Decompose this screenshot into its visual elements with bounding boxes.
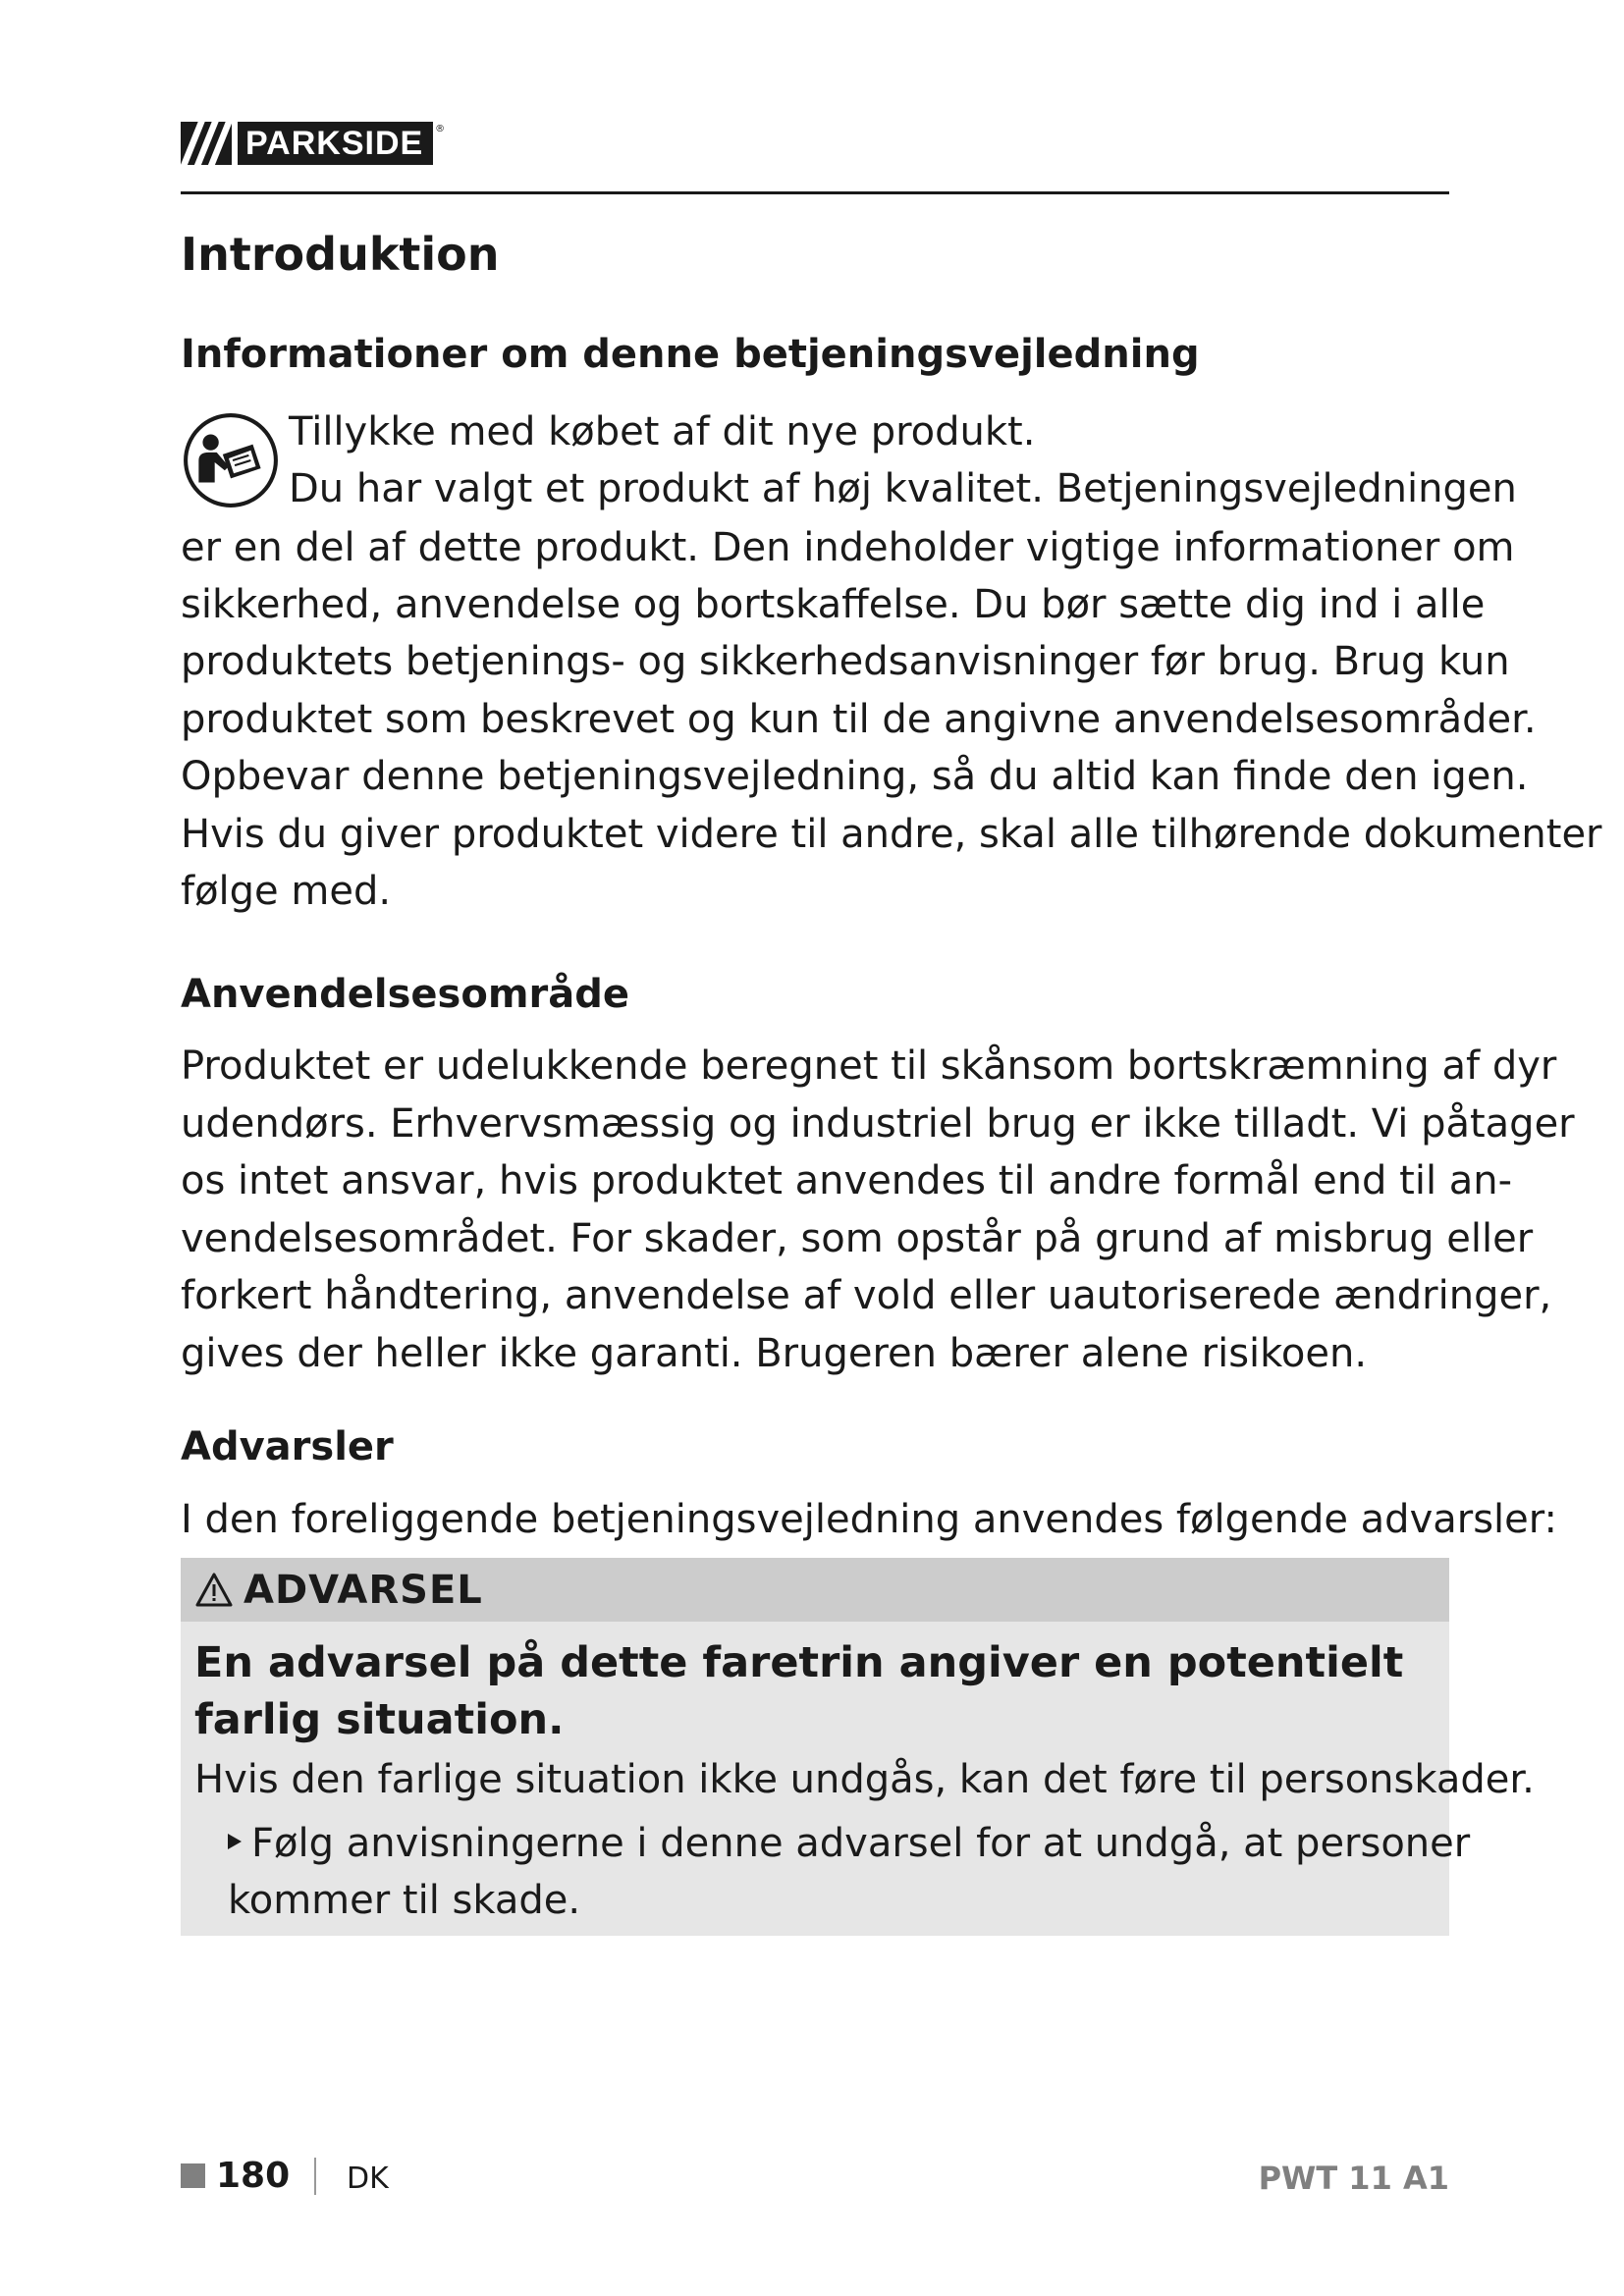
info-line-8: Hvis du giver produktet videre til andre, skal alle tilhørende dokumenter <box>181 812 1602 857</box>
warning-triangle-icon <box>194 1571 234 1610</box>
info-line-5: produktets betjenings- og sikkerhedsanvisninger før brug. Brug kun <box>181 639 1510 684</box>
usage-line-1: Produktet er udelukkende beregnet til skånsom bortskræmning af dyr <box>181 1043 1557 1089</box>
warning-box-header <box>181 1558 1449 1622</box>
warning-lead-line-1: En advarsel på dette faretrin angiver en potentielt <box>194 1638 1404 1687</box>
warning-step-line-1: Følg anvisningerne i denne advarsel for at undgå, at personer <box>251 1821 1471 1866</box>
info-line-1: Tillykke med købet af dit nye produkt. <box>289 409 1036 454</box>
info-line-9: følge med. <box>181 869 392 914</box>
warnings-intro: I den foreliggende betjeningsvejledning anvendes følgende advarsler: <box>181 1497 1557 1542</box>
parkside-logo <box>181 122 445 165</box>
info-heading: Informationer om denne betjeningsvejledning <box>181 332 1200 377</box>
footer-language: DK <box>347 2162 389 2196</box>
warning-step-line-2: kommer til skade. <box>228 1878 581 1923</box>
usage-line-4: vendelsesområdet. For skader, som opstår på grund af misbrug eller <box>181 1216 1534 1261</box>
footer-model: PWT 11 A1 <box>1258 2160 1449 2197</box>
footer-separator <box>314 2158 316 2195</box>
warning-box <box>181 1558 1535 1936</box>
warning-lead-line-2: farlig situation. <box>194 1695 565 1744</box>
info-line-3: er en del af dette produkt. Den indeholder vigtige informationer om <box>181 525 1515 570</box>
warning-text: Hvis den farlige situation ikke undgås, kan det føre til personskader. <box>194 1757 1535 1802</box>
logo-stripes-icon <box>181 122 232 165</box>
info-line-6: produktet som beskrevet og kun til de angivne anvendelsesområder. <box>181 697 1537 742</box>
header-rule <box>181 191 1449 194</box>
page-number: 180 <box>216 2156 291 2196</box>
usage-line-2: udendørs. Erhvervsmæssig og industriel brug er ikke tilladt. Vi påtager <box>181 1101 1575 1147</box>
usage-line-5: forkert håndtering, anvendelse af vold eller uautoriserede ændringer, <box>181 1273 1552 1318</box>
registered-mark-icon: ® <box>435 124 446 134</box>
warning-step <box>228 1815 1470 1929</box>
info-line-7: Opbevar denne betjeningsvejledning, så du altid kan finde den igen. <box>181 754 1529 799</box>
logo-wordmark: PARKSIDE <box>238 122 433 165</box>
info-line-2: Du har valgt et produkt af høj kvalitet. Betjeningsvejledningen <box>289 466 1517 511</box>
info-line-4: sikkerhed, anvendelse og bortskaffelse. Du bør sætte dig ind i alle <box>181 582 1486 627</box>
footer-square-icon <box>181 2163 205 2188</box>
warnings-heading: Advarsler <box>181 1424 394 1469</box>
read-manual-icon <box>181 410 281 510</box>
page-title: Introduktion <box>181 228 500 281</box>
usage-line-3: os intet ansvar, hvis produktet anvendes til andre formål end til an- <box>181 1158 1513 1203</box>
warning-lead <box>194 1634 1403 1748</box>
usage-line-6: gives der heller ikke garanti. Brugeren bærer alene risikoen. <box>181 1331 1368 1376</box>
usage-heading: Anvendelsesområde <box>181 972 629 1017</box>
warning-label: ADVARSEL <box>244 1567 483 1613</box>
bullet-arrow-icon <box>228 1834 242 1849</box>
